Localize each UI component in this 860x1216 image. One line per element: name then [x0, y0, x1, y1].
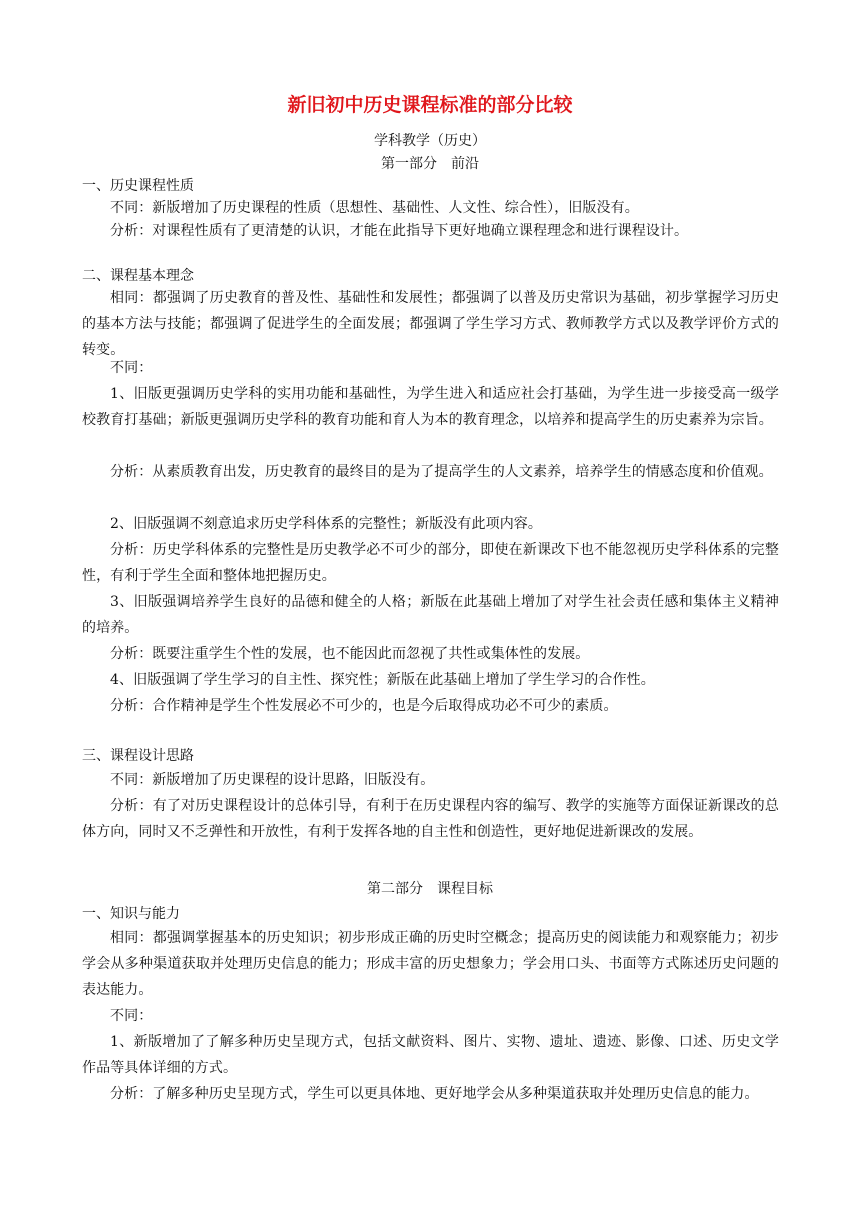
paragraph: 相同：都强调了历史教育的普及性、基础性和发展性；都强调了以普及历史常识为基础，初步掌握学习历史的基本方法与技能；都强调了促进学生的全面发展；都强调了学生学习方式、教师教学方式以及教学评价方式的转变。 [82, 290, 779, 358]
document-title: 新旧初中历史课程标准的部分比较 [287, 94, 573, 116]
paragraph: 相同：都强调掌握基本的历史知识；初步形成正确的历史时空概念；提高历史的阅读能力和观察能力；初步学会从多种渠道获取并处理历史信息的能力；形成丰富的历史想象力；学会用口头、书面等方式陈述历史问题的表达能力。 [82, 930, 779, 998]
section-heading-concept: 二、课程基本理念 [82, 268, 194, 284]
paragraph: 1、新版增加了了解多种历史呈现方式，包括文献资料、图片、实物、遗址、遗迹、影像、口述、历史文学作品等具体详细的方式。 [82, 1034, 779, 1076]
paragraph: 3、旧版强调培养学生良好的品德和健全的人格；新版在此基础上增加了对学生社会责任感和集体主义精神的培养。 [82, 594, 779, 636]
paragraph: 分析：历史学科体系的完整性是历史教学必不可少的部分，即使在新课改下也不能忽视历史学科体系的完整性，有利于学生全面和整体地把握历史。 [82, 542, 779, 584]
section-heading-nature: 一、历史课程性质 [82, 178, 194, 194]
paragraph: 不同： [110, 1008, 153, 1024]
paragraph: 不同：新版增加了历史课程的设计思路，旧版没有。 [110, 772, 435, 788]
part2-header: 第二部分 课程目标 [367, 881, 493, 897]
paragraph: 分析：合作精神是学生个性发展必不可少的，也是今后取得成功必不可少的素质。 [110, 698, 618, 714]
paragraph: 不同： [110, 360, 153, 376]
paragraph: 2、旧版强调不刻意追求历史学科体系的完整性；新版没有此项内容。 [110, 516, 543, 532]
paragraph: 不同：新版增加了历史课程的性质（思想性、基础性、人文性、综合性），旧版没有。 [110, 200, 639, 216]
section-heading-design: 三、课程设计思路 [82, 748, 194, 764]
paragraph: 分析：既要注重学生个性的发展，也不能因此而忽视了共性或集体性的发展。 [110, 646, 590, 662]
section-heading-knowledge: 一、知识与能力 [82, 906, 180, 922]
paragraph: 4、旧版强调了学生学习的自主性、探究性；新版在此基础上增加了学生学习的合作性。 [110, 672, 655, 688]
paragraph: 1、旧版更强调历史学科的实用功能和基础性，为学生进入和适应社会打基础，为学生进一步接受高一级学校教育打基础；新版更强调历史学科的教育功能和育人为本的教育理念，以培养和提高学生的历史素养为宗旨。 [82, 386, 779, 428]
paragraph: 分析：从素质教育出发，历史教育的最终目的是为了提高学生的人文素养，培养学生的情感态度和价值观。 [110, 464, 773, 480]
paragraph: 分析：对课程性质有了更清楚的认识，才能在此指导下更好地确立课程理念和进行课程设计。 [110, 223, 689, 239]
document-subtitle: 学科教学（历史） [374, 133, 486, 149]
paragraph: 分析：了解多种历史呈现方式，学生可以更具体地、更好地学会从多种渠道获取并处理历史信息的能力。 [110, 1086, 759, 1102]
part1-header: 第一部分 前沿 [381, 156, 479, 172]
paragraph: 分析：有了对历史课程设计的总体引导，有利于在历史课程内容的编写、教学的实施等方面保证新课改的总体方向，同时又不乏弹性和开放性，有利于发挥各地的自主性和创造性，更好地促进新课改的发展。 [82, 798, 779, 840]
